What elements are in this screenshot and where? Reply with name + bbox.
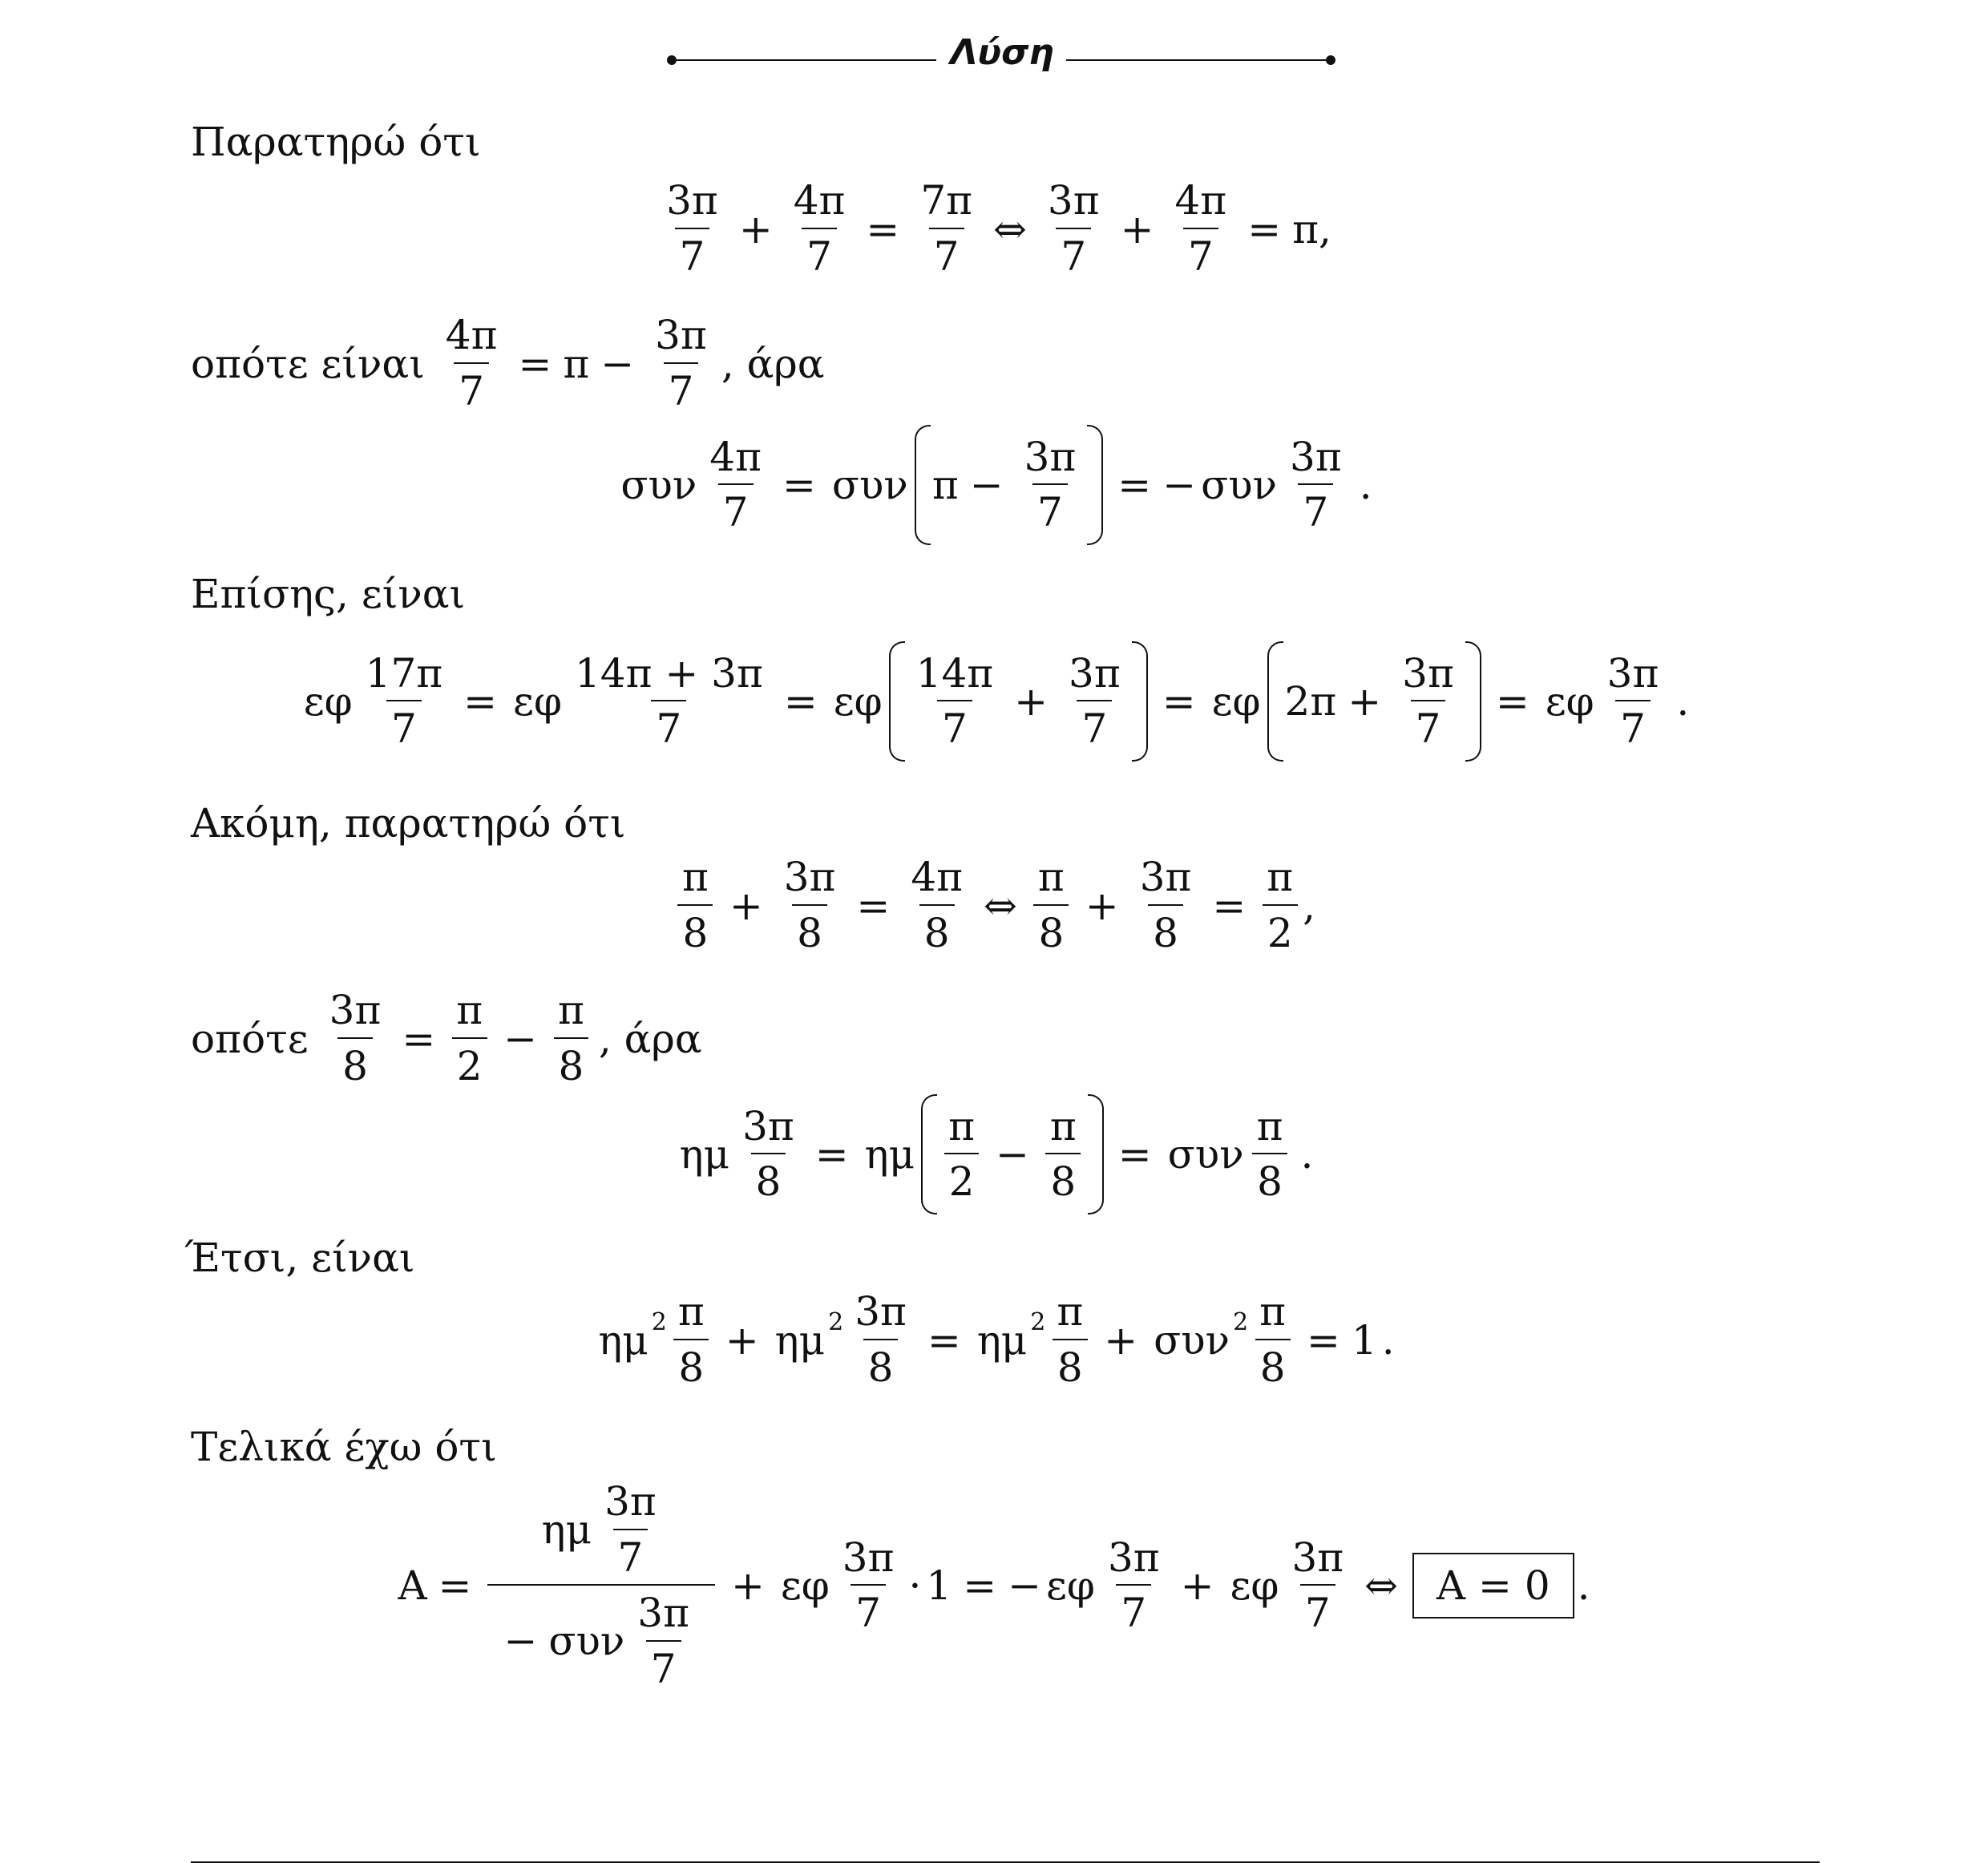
fraction: $\frac{\pi}{8}$ xyxy=(553,988,589,1089)
fraction: $\frac{4\pi}{7}$ xyxy=(445,312,498,414)
fraction: $\frac{\pi}{8}$ xyxy=(1252,1104,1288,1206)
header-right-rule xyxy=(1066,59,1331,61)
equation-final-result: A = ημ $\frac{3\pi}{7}$ − συν $\frac{3\pi}{7}$ + εφ $\frac{3\pi}{7}$ · 1 = − εφ $\frac{3\pi}{7}$ + εφ $\frac{3\pi}{7}$ ⇔ A = 0 . xyxy=(398,1478,1590,1692)
fraction: $\frac{\pi}{8}$ xyxy=(673,1289,709,1391)
equation-cosine-identity: συν $\frac{4\pi}{7}$ = συν π − $\frac{3\pi}{7}$ = − συν $\frac{3\pi}{7}$ . xyxy=(0,425,1988,545)
fraction: $\frac{4\pi}{8}$ xyxy=(911,854,963,956)
solution-title: Λύση xyxy=(950,32,1054,73)
fraction: $\frac{\pi}{8}$ xyxy=(677,855,713,956)
fraction: $\frac{3\pi}{7}$ xyxy=(1606,649,1659,752)
solution-header xyxy=(0,32,1988,88)
fraction: $\frac{14\pi}{7}$ xyxy=(915,649,994,752)
header-left-rule xyxy=(672,59,936,61)
fraction: $\frac{\pi}{2}$ xyxy=(943,1104,980,1206)
fraction: $\frac{\pi}{2}$ xyxy=(1262,855,1298,956)
parenthesis-group: $\frac{14\pi}{7}$ + $\frac{3\pi}{7}$ xyxy=(889,641,1148,762)
parenthesis-group: $\frac{\pi}{2}$ − $\frac{\pi}{8}$ xyxy=(921,1094,1104,1214)
fraction: $\frac{\pi}{2}$ xyxy=(451,988,487,1089)
header-right-dot xyxy=(1326,55,1335,65)
fraction: $\frac{\pi}{8}$ xyxy=(1045,1104,1081,1206)
prose-finally: Τελικά έχω ότι xyxy=(191,1424,497,1470)
fraction: $\frac{3\pi}{7}$ xyxy=(1290,433,1342,535)
fraction: $\frac{14\pi + 3\pi}{7}$ xyxy=(574,649,763,752)
fraction: $\frac{3\pi}{8}$ xyxy=(855,1288,907,1391)
fraction: $\frac{3\pi}{7}$ xyxy=(1107,1534,1160,1636)
equation-tangent-period: εφ $\frac{17\pi}{7}$ = εφ $\frac{14\pi + 3\pi}{7}$ = εφ $\frac{14\pi}{7}$ + $\frac{3\pi}{7}$ = εφ 2π + $\frac{3\pi}{7}$ = εφ $\frac{3\pi}{7}$ . xyxy=(0,641,1988,762)
parenthesis-group: 2π + $\frac{3\pi}{7}$ xyxy=(1267,641,1481,762)
fraction: $\frac{3\pi}{7}$ xyxy=(1024,433,1077,535)
fraction: $\frac{\pi}{8}$ xyxy=(1255,1289,1291,1391)
equation-sum-sevenths: $\frac{3\pi}{7}$ + $\frac{4\pi}{7}$ = $\frac{7\pi}{7}$ ⇔ $\frac{3\pi}{7}$ + $\frac{4\pi}{7}$ = π , xyxy=(0,178,1988,280)
parenthesis-group: π − $\frac{3\pi}{7}$ xyxy=(915,425,1103,545)
prose-thus: Έτσι, είναι xyxy=(184,1235,415,1281)
prose-so: οπότε $\frac{3\pi}{8}$ = $\frac{\pi}{2}$ − $\frac{\pi}{8}$ , άρα xyxy=(191,987,702,1089)
fraction: $\frac{3\pi}{7}$ xyxy=(1069,649,1121,752)
fraction: $\frac{3\pi}{8}$ xyxy=(742,1102,794,1205)
fraction: $\frac{3\pi}{7}$ xyxy=(637,1590,689,1692)
fraction: $\frac{\pi}{8}$ xyxy=(1052,1289,1088,1391)
equation-sum-eighths: $\frac{\pi}{8}$ + $\frac{3\pi}{8}$ = $\frac{4\pi}{8}$ ⇔ $\frac{\pi}{8}$ + $\frac{3\pi}{8}$ = $\frac{\pi}{2}$ , xyxy=(0,855,1988,956)
fraction: $\frac{3\pi}{8}$ xyxy=(783,854,836,956)
prose-so-it-is: οπότε είναι $\frac{4\pi}{7}$ = π − $\frac{3\pi}{7}$ , άρα xyxy=(191,312,825,414)
fraction: $\frac{3\pi}{7}$ xyxy=(1291,1534,1344,1636)
fraction: $\frac{4\pi}{7}$ xyxy=(1174,177,1227,280)
fraction: $\frac{4\pi}{7}$ xyxy=(793,177,846,280)
fraction: $\frac{4\pi}{7}$ xyxy=(709,433,762,535)
fraction: $\frac{3\pi}{8}$ xyxy=(1139,854,1192,956)
fraction: $\frac{3\pi}{7}$ xyxy=(1402,649,1454,752)
fraction: $\frac{3\pi}{7}$ xyxy=(655,312,707,414)
fraction: $\frac{3\pi}{8}$ xyxy=(329,987,382,1089)
boxed-answer: A = 0 xyxy=(1412,1553,1574,1619)
fraction: $\frac{3\pi}{7}$ xyxy=(604,1478,657,1581)
equation-pythagorean: ημ 2 $\frac{\pi}{8}$ + ημ 2 $\frac{3\pi}{8}$ = ημ 2 $\frac{\pi}{8}$ + συν 2 $\frac{\pi}{8}$ = 1 . xyxy=(598,1288,1395,1391)
fraction: $\frac{3\pi}{7}$ xyxy=(1047,177,1100,280)
prose-observe: Παρατηρώ ότι xyxy=(191,119,481,165)
fraction: $\frac{3\pi}{7}$ xyxy=(666,177,718,280)
compound-fraction: ημ $\frac{3\pi}{7}$ − συν $\frac{3\pi}{7}$ xyxy=(487,1479,715,1692)
fraction: $\frac{7\pi}{7}$ xyxy=(920,177,972,280)
prose-further-observe: Ακόμη, παρατηρώ ότι xyxy=(191,800,626,847)
fraction: $\frac{3\pi}{7}$ xyxy=(842,1534,895,1636)
prose-also: Επίσης, είναι xyxy=(191,571,466,617)
fraction: $\frac{\pi}{8}$ xyxy=(1033,855,1069,956)
equation-sine-cofunction: ημ $\frac{3\pi}{8}$ = ημ $\frac{\pi}{2}$ − $\frac{\pi}{8}$ = συν $\frac{\pi}{8}$ . xyxy=(0,1094,1988,1214)
fraction: $\frac{17\pi}{7}$ xyxy=(365,649,443,752)
